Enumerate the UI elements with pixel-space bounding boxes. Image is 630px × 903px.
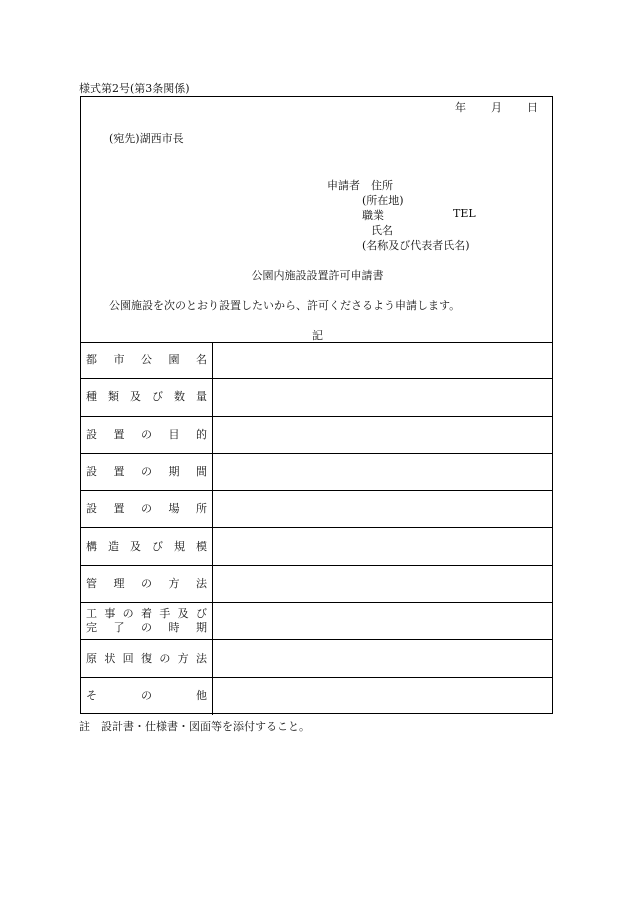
date-month-label: 月: [491, 101, 502, 114]
table-row: [81, 379, 552, 416]
row-label: 管 理 の 方 法: [81, 566, 213, 602]
request-statement: 公園施設を次のとおり設置したいから、許可くださるよう申請します。: [109, 299, 461, 312]
form-header: [81, 97, 552, 343]
detail-table: [81, 342, 552, 715]
form-title: 公園内施設設置許可申請書: [251, 269, 384, 282]
location-label: (所在地): [362, 194, 404, 207]
address-label: 住所: [371, 179, 393, 192]
table-row: [81, 640, 552, 677]
date-day-label: 日: [527, 101, 538, 114]
footnote: 註 設計書・仕様書・図面等を添付すること。: [79, 720, 310, 733]
row-label: 設 置 の 場 所: [81, 491, 213, 527]
applicant-label: 申請者: [327, 179, 360, 192]
representative-label: (名称及び代表者氏名): [362, 239, 470, 252]
row-label: 構 造 及 び 規 模: [81, 528, 213, 564]
table-row: [81, 417, 552, 454]
tel-label: TEL: [453, 207, 476, 220]
row-label: 都 市 公 園 名: [81, 342, 213, 378]
ki-mark: 記: [312, 329, 323, 342]
row-label: 設 置 の 目 的: [81, 417, 213, 453]
row-value-field[interactable]: [213, 417, 552, 453]
row-value-field[interactable]: [213, 454, 552, 490]
table-row: [81, 678, 552, 715]
name-label: 氏名: [371, 224, 393, 237]
row-label: 種 類 及 び 数 量: [81, 379, 213, 415]
row-value-field[interactable]: [213, 491, 552, 527]
row-value-field[interactable]: [213, 342, 552, 378]
row-value-field[interactable]: [213, 528, 552, 564]
row-value-field[interactable]: [213, 640, 552, 676]
row-value-field[interactable]: [213, 603, 552, 639]
occupation-label: 職業: [362, 209, 384, 222]
table-row: [81, 454, 552, 491]
table-row: [81, 528, 552, 565]
date-year-label: 年: [455, 101, 466, 114]
row-label: 工 事 の 着 手 及 び 完 了 の 時 期: [81, 603, 213, 639]
table-row: [81, 566, 552, 603]
form-number: 様式第2号(第3条関係): [79, 82, 190, 95]
table-row: [81, 342, 552, 379]
application-form: [80, 96, 553, 714]
row-value-field[interactable]: [213, 379, 552, 415]
addressee: (宛先)湖西市長: [109, 132, 184, 145]
row-value-field[interactable]: [213, 566, 552, 602]
row-label: 設 置 の 期 間: [81, 454, 213, 490]
table-row: [81, 603, 552, 640]
row-value-field[interactable]: [213, 678, 552, 715]
table-row: [81, 491, 552, 528]
row-label: そ の 他: [81, 678, 213, 715]
row-label: 原 状 回 復 の 方 法: [81, 640, 213, 676]
